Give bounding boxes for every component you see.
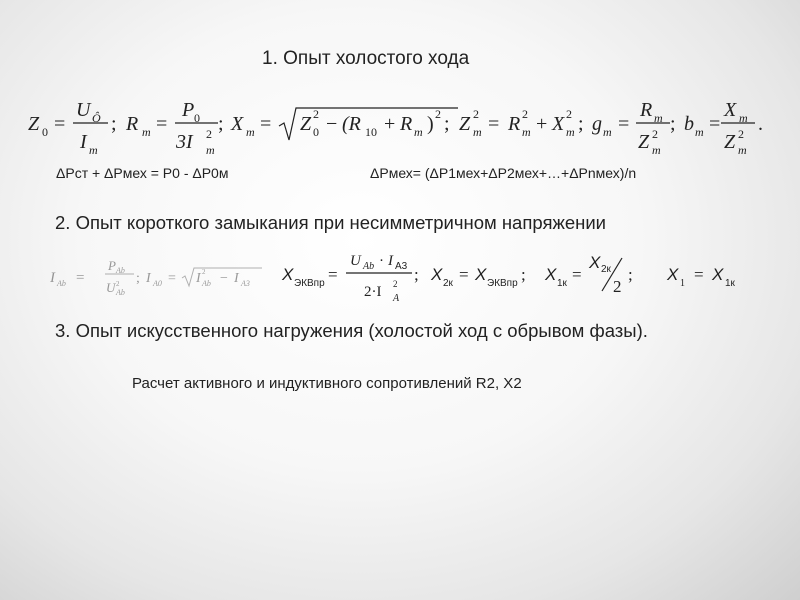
svg-text:Z: Z xyxy=(300,113,312,135)
svg-text:;: ; xyxy=(521,265,526,284)
svg-text:−: − xyxy=(326,113,338,135)
svg-text:R: R xyxy=(126,113,139,135)
svg-text:0: 0 xyxy=(313,125,319,139)
svg-text:X: X xyxy=(667,265,679,284)
svg-text:;: ; xyxy=(444,113,450,135)
svg-text:=: = xyxy=(54,113,66,135)
svg-text:A: A xyxy=(393,293,400,304)
svg-text:;: ; xyxy=(218,113,224,135)
svg-text:I: I xyxy=(388,253,393,269)
x1-formula xyxy=(666,265,736,289)
svg-text:Ab: Ab xyxy=(363,261,375,272)
svg-text:2: 2 xyxy=(313,107,319,121)
svg-text:I: I xyxy=(80,131,87,153)
svg-text:2: 2 xyxy=(206,127,212,141)
svg-text:X: X xyxy=(552,113,565,135)
svg-text:Z: Z xyxy=(459,113,471,135)
svg-text:ЭКВпр: ЭКВпр xyxy=(294,278,325,289)
svg-text:X: X xyxy=(724,99,737,121)
svg-text:1к: 1к xyxy=(557,278,567,289)
svg-text:2: 2 xyxy=(202,268,206,276)
svg-text:m: m xyxy=(89,143,98,157)
svg-text:2: 2 xyxy=(116,280,120,288)
bm-formula xyxy=(684,99,763,157)
svg-text:=: = xyxy=(328,265,338,284)
svg-text:X: X xyxy=(475,265,487,284)
x1k-formula xyxy=(544,253,633,296)
svg-text:m: m xyxy=(142,125,151,139)
svg-text:X: X xyxy=(545,265,557,284)
svg-text:R: R xyxy=(640,99,653,121)
svg-text:2к: 2к xyxy=(601,264,611,275)
zm2-formula xyxy=(459,107,584,139)
z0-symbol: Z xyxy=(28,113,40,135)
svg-text:R: R xyxy=(508,113,521,135)
svg-text:m: m xyxy=(206,143,215,157)
svg-text:A3: A3 xyxy=(241,279,250,288)
svg-text:I: I xyxy=(146,271,151,286)
svg-text:m: m xyxy=(566,125,575,139)
svg-text:=: = xyxy=(488,113,500,135)
svg-text:U: U xyxy=(350,253,361,269)
svg-text:m: m xyxy=(414,125,423,139)
svg-text:=: = xyxy=(709,113,721,135)
svg-text:R: R xyxy=(400,113,413,135)
svg-text:2: 2 xyxy=(613,277,622,296)
svg-text:Ab: Ab xyxy=(116,288,125,297)
faded-formula xyxy=(50,258,262,297)
svg-text:;: ; xyxy=(111,113,117,135)
heading-short-circuit-test: 2. Опыт короткого замыкания при несимметричном напряжении xyxy=(55,212,607,233)
svg-text:): ) xyxy=(427,113,434,135)
svg-text:Z: Z xyxy=(724,131,736,153)
svg-text:0: 0 xyxy=(194,111,200,125)
svg-text:=: = xyxy=(168,271,176,286)
svg-text:Ab: Ab xyxy=(116,266,125,275)
svg-text:;: ; xyxy=(628,265,633,284)
svg-text:+: + xyxy=(536,113,548,135)
svg-text:=: = xyxy=(156,113,168,135)
svg-text:10: 10 xyxy=(365,125,377,139)
svg-text:X: X xyxy=(712,265,724,284)
svg-text:;: ; xyxy=(414,265,419,284)
svg-text:Ab: Ab xyxy=(57,279,66,288)
svg-text:U: U xyxy=(106,280,116,295)
svg-text:;: ; xyxy=(136,271,140,286)
svg-text:b: b xyxy=(684,113,694,135)
svg-text:m: m xyxy=(738,143,747,157)
svg-text:Z: Z xyxy=(638,131,650,153)
svg-text:2: 2 xyxy=(393,279,398,289)
svg-text:.: . xyxy=(758,113,763,135)
svg-text:X: X xyxy=(431,265,443,284)
steel-mechanical-loss-equation: ΔPст + ΔPмех = P0 - ΔP0м xyxy=(56,165,229,181)
z0-sub: 0 xyxy=(42,125,48,139)
svg-text:X: X xyxy=(589,253,601,272)
svg-text:3I: 3I xyxy=(176,131,193,153)
svg-text:;: ; xyxy=(578,113,584,135)
svg-text:2: 2 xyxy=(435,107,441,121)
svg-text:(R: (R xyxy=(342,113,361,135)
svg-text:X: X xyxy=(282,265,294,284)
svg-text:ЭКВпр: ЭКВпр xyxy=(487,278,518,289)
x2k-formula xyxy=(430,265,526,289)
svg-text:Ô: Ô xyxy=(92,111,101,125)
svg-text:;: ; xyxy=(670,113,676,135)
svg-text:Ab: Ab xyxy=(202,279,211,288)
rm-formula xyxy=(125,99,224,157)
resistance-calculation-note: Расчет активного и индуктивного сопротивлений R2, X2 xyxy=(132,375,522,392)
svg-text:m: m xyxy=(603,125,612,139)
svg-text:=: = xyxy=(459,265,469,284)
xm-formula xyxy=(230,107,458,140)
svg-text:A3: A3 xyxy=(395,261,408,272)
svg-text:−: − xyxy=(220,271,228,286)
svg-text:P: P xyxy=(182,99,195,121)
svg-text:m: m xyxy=(652,143,661,157)
u-num: U xyxy=(76,99,91,121)
svg-text:=: = xyxy=(694,265,704,284)
svg-text:I: I xyxy=(196,271,201,286)
svg-text:=: = xyxy=(76,270,85,286)
svg-text:=: = xyxy=(572,265,582,284)
svg-text:=: = xyxy=(618,113,630,135)
heading-no-load-test: 1. Опыт холостого хода xyxy=(262,48,470,69)
svg-text:·: · xyxy=(379,253,384,269)
svg-text:1: 1 xyxy=(680,278,685,289)
svg-text:m: m xyxy=(473,125,482,139)
svg-text:A0: A0 xyxy=(153,279,162,288)
gm-formula xyxy=(592,99,676,157)
x-equiv-formula xyxy=(281,253,419,304)
svg-text:m: m xyxy=(695,125,704,139)
svg-text:2: 2 xyxy=(473,107,479,121)
svg-text:I: I xyxy=(234,271,239,286)
svg-text:2: 2 xyxy=(738,127,744,141)
short-circuit-equations xyxy=(50,246,790,308)
svg-text:X: X xyxy=(231,113,244,135)
svg-text:=: = xyxy=(260,113,272,135)
svg-text:m: m xyxy=(654,111,663,125)
svg-text:2: 2 xyxy=(522,107,528,121)
svg-text:P: P xyxy=(108,258,116,273)
no-load-equations xyxy=(28,88,768,158)
svg-text:I: I xyxy=(50,270,55,286)
svg-text:2к: 2к xyxy=(443,278,453,289)
svg-text:g: g xyxy=(592,113,602,135)
svg-text:m: m xyxy=(522,125,531,139)
mechanical-loss-average-equation: ΔPмех= (ΔP1мех+ΔP2мех+…+ΔPnмех)/n xyxy=(370,165,637,181)
svg-text:m: m xyxy=(246,125,255,139)
svg-text:1к: 1к xyxy=(725,278,735,289)
heading-artificial-loading-test: 3. Опыт искусственного нагружения (холостой ход с обрывом фазы). xyxy=(55,320,648,341)
svg-text:+: + xyxy=(384,113,396,135)
svg-text:2·I: 2·I xyxy=(364,284,382,300)
svg-text:m: m xyxy=(739,111,748,125)
z0-formula xyxy=(28,99,117,157)
svg-text:2: 2 xyxy=(566,107,572,121)
svg-text:2: 2 xyxy=(652,127,658,141)
